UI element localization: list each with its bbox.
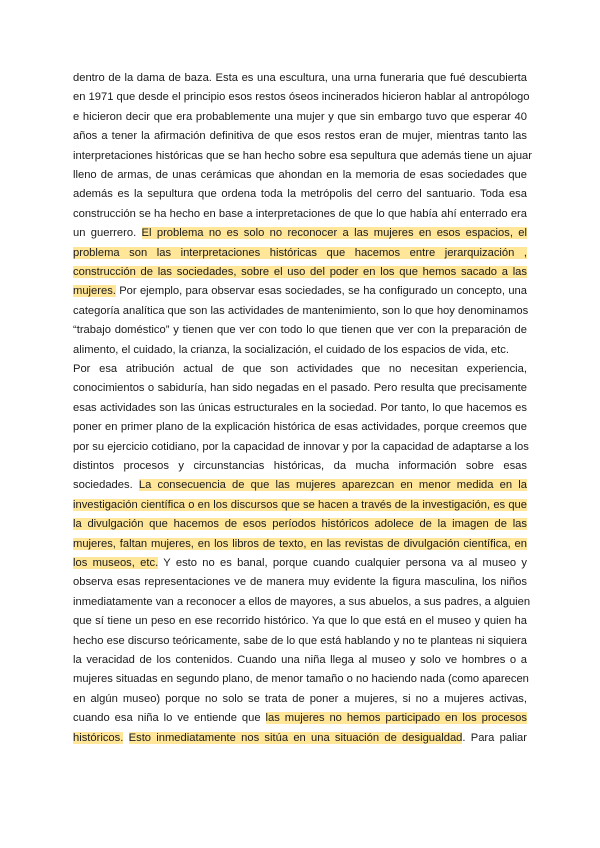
highlighted-text: investigación científica o en los discursos que se hacen a través de la investigación, es que xyxy=(73,498,527,511)
text-line xyxy=(73,87,530,107)
text-segment: la veracidad de los contenidos. Cuando una niña llega al museo y solo ve hombres o a xyxy=(73,654,527,666)
text-segment: cuando esa niña lo ve entiende que xyxy=(73,712,266,725)
text-line xyxy=(73,165,527,185)
text-segment: inmediatamente van a reconocer a ellos de mayores, a sus abuelos, a sus padres, a alguien xyxy=(73,595,531,608)
text-segment: poner en primer plano de la explicación histórica de esas actividades, porque creemos que xyxy=(73,421,527,434)
text-segment: dentro de la dama de baza. Esta es una escultura, una urna funeraria que fué descubierta xyxy=(73,72,527,84)
text-segment: hecho ese discurso teóricamente, sabe de lo que está hablando y no te planteas ni siquiera xyxy=(73,634,527,647)
text-line xyxy=(73,475,527,495)
text-line xyxy=(73,281,527,301)
text-line xyxy=(73,223,527,243)
text-line xyxy=(73,320,527,340)
text-segment: por su ejercicio cotidiano, por la capacidad de innovar y por la capacidad de adaptarse a los xyxy=(73,440,529,453)
text-segment: Por ejemplo, para observar esas sociedades, se ha configurado un concepto, una xyxy=(115,285,527,298)
text-line xyxy=(73,631,527,651)
text-line xyxy=(73,146,532,166)
text-segment: en 1971 que desde el principio esos restos óseos incinerados hicieron hablar al antropólogo xyxy=(73,91,530,104)
text-line xyxy=(73,243,527,263)
text-line xyxy=(73,669,527,689)
text-line xyxy=(73,262,527,282)
highlighted-text: la divulgación que hacemos de esos períodos históricos adolece de la imagen de las xyxy=(73,518,527,531)
text-line xyxy=(73,456,527,476)
text-line xyxy=(73,107,527,127)
text-line xyxy=(73,689,527,709)
text-segment: “trabajo doméstico” y tienen que ver con todo lo que tienen que ver con la preparación de xyxy=(73,324,527,337)
text-line xyxy=(73,204,527,224)
text-segment: que sí tiene un peso en ese recorrido histórico. Ya que lo que está en el museo y quien ha xyxy=(73,615,527,628)
text-segment: en algún museo) porque no solo se trata de poner a mujeres, si no a mujeres activas, xyxy=(73,692,527,705)
text-line xyxy=(73,495,527,515)
text-segment: además es la sepultura que ordena toda la metrópolis del cerro del santuario. Toda esa xyxy=(73,188,527,201)
highlighted-text: construcción de las sociedades, sobre el uso del poder en los que hemos sacado a las xyxy=(73,266,527,278)
highlighted-text: La consecuencia de que las mujeres aparezcan en menor medida en la xyxy=(138,479,527,492)
text-line xyxy=(73,184,527,204)
text-segment: distintos procesos y circunstancias históricas, da mucha información sobre esas xyxy=(73,460,527,472)
text-line xyxy=(73,437,527,457)
highlighted-text: problema son las interpretaciones históricas que hacemos entre jerarquización , xyxy=(73,246,527,259)
text-segment: lleno de armas, de unas cerámicas que ahondan en la memoria de esas sociedades que xyxy=(73,169,527,181)
text-segment: e hicieron decir que era probablemente una mujer y que sin embargo tuvo que esperar 40 xyxy=(73,110,527,123)
highlighted-text: históricos. xyxy=(73,731,124,744)
text-line xyxy=(73,534,527,554)
text-line xyxy=(73,611,527,631)
text-segment: Y esto no es banal, porque cuando cualquier persona va al museo y xyxy=(158,557,527,569)
text-segment: sociedades. xyxy=(73,479,139,492)
text-segment: observa esas representaciones ve de manera muy evidente la figura masculina, los niños xyxy=(73,576,527,589)
text-line xyxy=(73,398,527,418)
text-line xyxy=(73,417,527,437)
text-line xyxy=(73,650,527,670)
text-segment: mujeres situadas en segundo plano, de menor tamaño o no haciendo nada (como aparecen xyxy=(73,673,529,686)
text-segment: categoría analítica que son las actividades de mantenimiento, son lo que hoy denominamos xyxy=(73,304,529,317)
highlighted-text: las mujeres no hemos participado en los procesos xyxy=(265,712,527,725)
text-line xyxy=(73,301,527,321)
text-segment: construcción se ha hecho en base a interpretaciones de que lo que había ahí enterrado era xyxy=(73,207,527,220)
text-segment: conocimientos o sabiduría, han sido negadas en el pasado. Pero resulta que precisamente xyxy=(73,382,527,395)
text-segment: años a tener la afirmación definitiva de que esos restos eran de mujer, mientras tanto las xyxy=(73,130,527,143)
text-line xyxy=(73,68,527,88)
text-segment: un guerrero. xyxy=(73,227,142,240)
text-line xyxy=(73,126,527,146)
highlighted-text: mujeres. xyxy=(73,285,116,298)
text-segment: alimento, el cuidado, la crianza, la socialización, el cuidado de los espacios de vida, etc. xyxy=(73,343,509,356)
text-line xyxy=(73,514,527,534)
highlighted-text: mujeres, faltan mujeres, en los libros de texto, en las revistas de divulgación científica, en xyxy=(73,537,527,550)
text-line xyxy=(73,592,531,612)
text-line xyxy=(73,728,527,748)
text-segment: . Para paliar xyxy=(462,731,528,744)
text-line xyxy=(73,359,527,379)
text-segment: Por esa atribución actual de que son actividades que no necesitan experiencia, xyxy=(73,363,527,375)
text-line xyxy=(73,378,527,398)
text-segment xyxy=(123,732,128,744)
highlighted-text: Esto inmediatamente nos sitúa en una situación de desigualdad xyxy=(128,731,463,744)
text-line xyxy=(73,708,527,728)
text-line xyxy=(73,572,527,592)
highlighted-text: El problema no es solo no reconocer a las mujeres en esos espacios, el xyxy=(141,227,527,240)
text-segment: esas actividades son las únicas estructurales en la sociedad. Por tanto, lo que hacemos es xyxy=(73,401,527,414)
text-line xyxy=(73,340,527,360)
text-segment: interpretaciones históricas que se han hecho sobre esa sepultura que además tiene un ajuar xyxy=(73,149,532,162)
highlighted-text: los museos, etc. xyxy=(73,557,159,569)
text-line xyxy=(73,553,527,573)
